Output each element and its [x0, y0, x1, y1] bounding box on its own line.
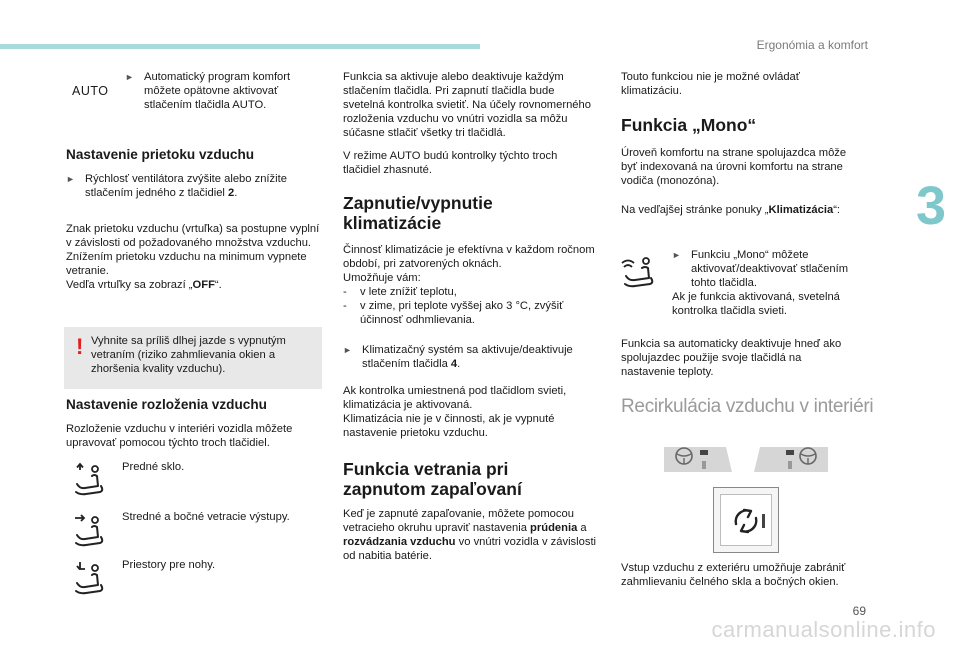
- buttons-paragraph: Funkcia sa aktivuje alebo deaktivuje každým stlačením tlačidla. Pri zapnutí tlačidla bude svetelná kontrolka svietiť. Na účely rovnomerného rozloženia vzduchu vo vnútri vozidla sa môžu súčasne stlačiť všetky tri tlačidlá.: [343, 71, 591, 139]
- ac-list-item-2: - v zime, pri teplote vyššej ako 3 °C, zvýšiť účinnosť odhmlievania.: [343, 299, 596, 327]
- ac-list-item-2-text: v zime, pri teplote vyššej ako 3 °C, zvýšiť účinnosť odhmlievania.: [360, 300, 564, 326]
- auto-bullet: [125, 70, 315, 112]
- ignition-text-2: a: [577, 522, 587, 534]
- top-accent-bar: [0, 44, 480, 49]
- airflow-paragraphs: [66, 222, 321, 292]
- ac-bullet: [343, 343, 596, 371]
- ignition-heading-line-2: zapnutom zapaľovaní: [343, 479, 522, 499]
- ac-onoff-para-1: Činnosť klimatizácie je efektívna v každom ročnom období, pri zatvorených oknách.: [343, 244, 595, 270]
- airflow-bullet-text: Rýchlosť ventilátora zvýšite alebo znížite stlačením jedného z tlačidiel: [85, 173, 287, 199]
- ac-status-para-1: Ak kontrolka umiestnená pod tlačidlom svieti, klimatizácia je aktivovaná.: [343, 385, 567, 411]
- mono-para-2: [621, 203, 861, 217]
- ac-onoff-heading-line-2: klimatizácie: [343, 213, 442, 233]
- auto-label: AUTO: [72, 84, 109, 98]
- auto-mode-paragraph: V režime AUTO budú kontrolky týchto troch tlačidiel zhasnuté.: [343, 150, 558, 176]
- mono-para-2-pre: Na vedľajšej stránke ponuky „: [621, 204, 769, 216]
- no-ac-control-paragraph: Touto funkciou nie je možné ovládať klimatizáciu.: [621, 71, 800, 97]
- ac-onoff-body: [343, 243, 596, 327]
- mono-bullet-text: Funkciu „Mono“ môžete aktivovať/deaktivovať stlačením tohto tlačidla.: [691, 249, 849, 289]
- ac-list-item-1-text: v lete znížiť teplotu,: [360, 286, 457, 298]
- warning-icon: !: [76, 334, 84, 359]
- ignition-heading-line-1: Funkcia vetrania pri: [343, 459, 509, 479]
- ac-onoff-para-2: Umožňuje vám:: [343, 272, 421, 284]
- vents-seat-icon: [72, 513, 106, 549]
- airflow-bullet-bold: 2: [228, 187, 235, 199]
- recirculation-icon: [726, 504, 766, 538]
- ignition-bold-1: prúdenia: [530, 522, 578, 534]
- ac-bullet-end: .: [457, 358, 461, 370]
- airflow-para-1: Znak prietoku vzduchu (vrtuľka) sa postupne vyplní v závislosti od požadovaného množstva vzduchu.: [66, 223, 320, 249]
- airflow-heading: Nastavenie prietoku vzduchu: [66, 147, 255, 162]
- ignition-bold-2: rozvádzania vzduchu: [343, 536, 456, 548]
- recirc-heading: Recirkulácia vzduchu v interiéri: [621, 396, 874, 417]
- distribution-heading: Nastavenie rozloženia vzduchu: [66, 397, 267, 412]
- ac-onoff-heading-line-1: Zapnutie/vypnutie: [343, 193, 493, 213]
- windshield-label: Predné sklo.: [122, 461, 185, 473]
- mono-para-2-post: “:: [833, 204, 841, 216]
- chapter-title: Ergonómia a komfort: [756, 38, 868, 52]
- chapter-number: 3: [915, 176, 946, 236]
- off-label: OFF: [192, 279, 215, 291]
- ignition-heading: [343, 459, 522, 499]
- control-panel-illustration: [662, 444, 830, 474]
- mono-para-3: Ak je funkcia aktivovaná, svetelná kontrolka tlačidla svieti.: [672, 291, 840, 317]
- mono-para-4: Funkcia sa automaticky deaktivuje hneď ako spolujazdec použije svoje tlačidlá na nastavenie teploty.: [621, 338, 842, 378]
- ac-status-paragraphs: [343, 384, 596, 440]
- ignition-text-1: Keď je zapnuté zapaľovanie, môžete pomocou vetracieho okruhu upraviť nastavenia: [343, 508, 574, 534]
- ac-bullet-bold: 4: [450, 358, 458, 370]
- warning-text: Vyhnite sa príliš dlhej jazde s vypnutým vetraním (riziko zahmlievania okien a zhoršenia kvality vzduchu).: [91, 335, 286, 375]
- airflow-para-3: [66, 278, 321, 292]
- airflow-para-3-post: “.: [214, 279, 222, 291]
- feet-label: Priestory pre nohy.: [122, 559, 216, 571]
- airflow-para-3-pre: Vedľa vrtuľky sa zobrazí „: [66, 279, 193, 291]
- windshield-seat-icon: [72, 462, 106, 498]
- airflow-bullet: [66, 172, 316, 200]
- ac-bullet-text: Klimatizačný systém sa aktivuje/deaktivuje stlačením tlačidla: [362, 344, 573, 370]
- distribution-intro: Rozloženie vzduchu v interiéri vozidla môžete upravovať pomocou týchto troch tlačidiel.: [66, 423, 293, 449]
- climate-menu-label: Klimatizácia: [768, 204, 834, 216]
- auto-bullet-text: Automatický program komfort môžete opätovne aktivovať stlačením tlačidla AUTO.: [144, 71, 291, 111]
- mono-para-1: Úroveň komfortu na strane spolujazdca môže byť indexovaná na úrovni komfortu na strane vodiča (monozóna).: [621, 147, 847, 187]
- bullet-icon: ►: [672, 250, 681, 260]
- airflow-bullet-end: .: [234, 187, 238, 199]
- ac-onoff-heading: [343, 193, 493, 233]
- watermark: carmanualsonline.info: [711, 617, 936, 642]
- ac-list-item-1: - v lete znížiť teplotu,: [343, 285, 596, 299]
- mono-heading: Funkcia „Mono“: [621, 115, 757, 135]
- bullet-icon: ►: [66, 174, 75, 184]
- page-number: 69: [852, 604, 866, 618]
- feet-seat-icon: [72, 561, 106, 597]
- vents-label: Stredné a bočné vetracie výstupy.: [122, 511, 290, 523]
- bullet-icon: ►: [343, 345, 352, 355]
- ignition-paragraph: [343, 507, 601, 563]
- recirc-paragraph: Vstup vzduchu z exteriéru umožňuje zabrániť zahmlievaniu čelného skla a bočných okien.: [621, 562, 846, 588]
- ignition-text-3: vo vnútri vozidla v závislosti od nabitia batérie.: [343, 536, 597, 562]
- mono-bullet: [672, 248, 862, 290]
- airflow-para-2: Znížením prietoku vzduchu na minimum vypnete vetranie.: [66, 251, 307, 277]
- bullet-icon: ►: [125, 72, 134, 82]
- ac-status-para-2: Klimatizácia nie je v činnosti, ak je vypnuté nastavenie prietoku vzduchu.: [343, 413, 555, 439]
- mono-seat-icon: [619, 255, 659, 289]
